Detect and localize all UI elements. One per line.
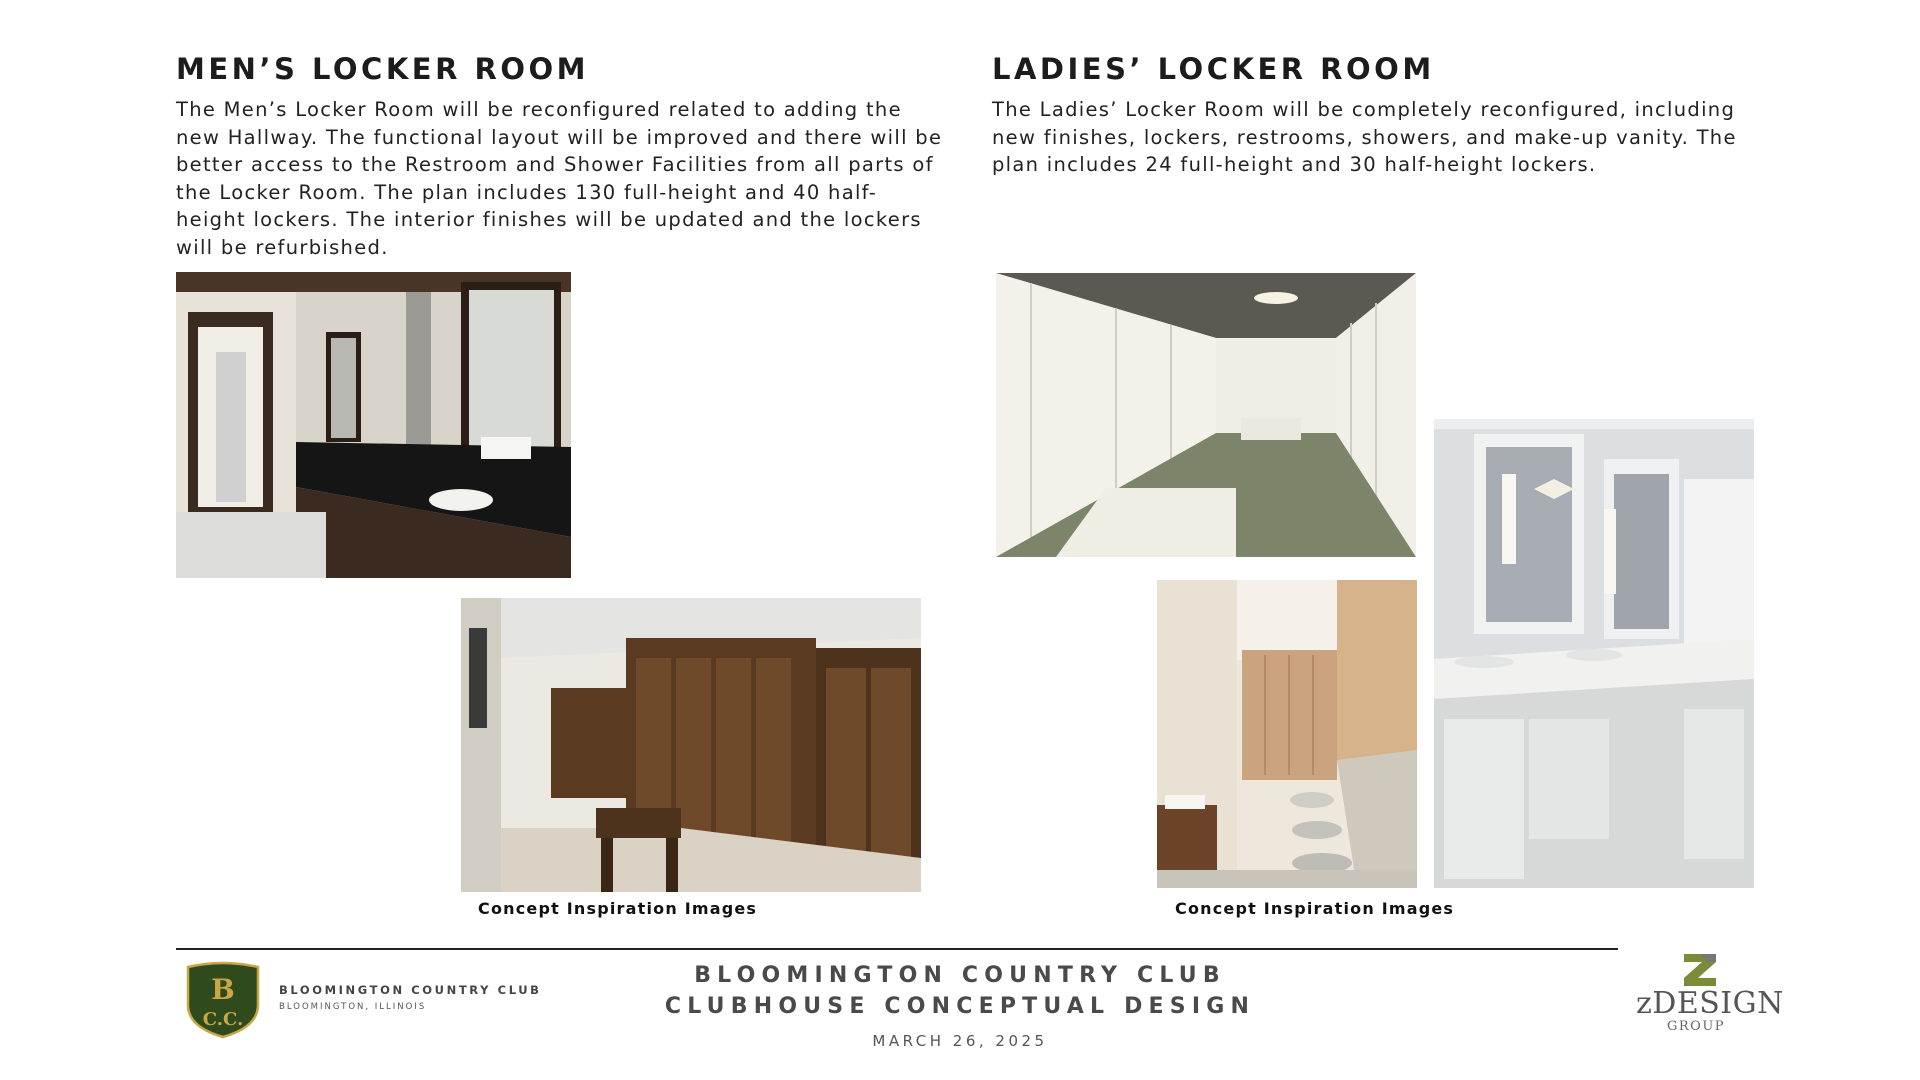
ladies-vanity-photo	[1434, 419, 1754, 888]
mens-lockers-photo	[461, 598, 921, 892]
designer-wordmark: zDESIGN	[1636, 986, 1784, 1021]
mens-vanity-photo	[176, 272, 571, 578]
footer-title-line1: BLOOMINGTON COUNTRY CLUB	[694, 963, 1226, 988]
z-mark-icon	[1680, 952, 1720, 988]
ladies-wood-lockers-photo	[1157, 580, 1417, 888]
designer-group: GROUP	[1667, 1019, 1726, 1034]
footer-divider	[176, 948, 1618, 950]
footer-date: MARCH 26, 2025	[872, 1032, 1048, 1050]
club-monogram-top: B	[211, 973, 235, 1006]
mens-caption: Concept Inspiration Images	[478, 899, 758, 918]
club-name: BLOOMINGTON COUNTRY CLUB	[279, 983, 542, 997]
ladies-description: The Ladies’ Locker Room will be completely reconfigured, including new finishes, lockers, restrooms, showers, and make-up vanity. The plan includes 24 full-height and 30 half-height lockers.	[992, 98, 1737, 176]
footer-title-line2: CLUBHOUSE CONCEPTUAL DESIGN	[664, 994, 1256, 1019]
club-location: BLOOMINGTON, ILLINOIS	[279, 1002, 427, 1012]
club-monogram-bottom: C.C.	[202, 1009, 244, 1030]
ladies-lockers-photo	[996, 273, 1416, 557]
ladies-caption: Concept Inspiration Images	[1175, 899, 1455, 918]
shield-crest-icon	[182, 961, 264, 1039]
mens-heading: MEN’S LOCKER ROOM	[176, 52, 590, 86]
mens-description: The Men’s Locker Room will be reconfigured related to adding the new Hallway. The functional layout will be improved and there will be better access to the Restroom and Shower Facilities from all parts of the Locker Room. The plan includes 130 full-height and 40 half-height lockers. The interior finishes will be updated and the lockers will be refurbished.	[176, 98, 943, 259]
ladies-heading: LADIES’ LOCKER ROOM	[992, 52, 1435, 86]
